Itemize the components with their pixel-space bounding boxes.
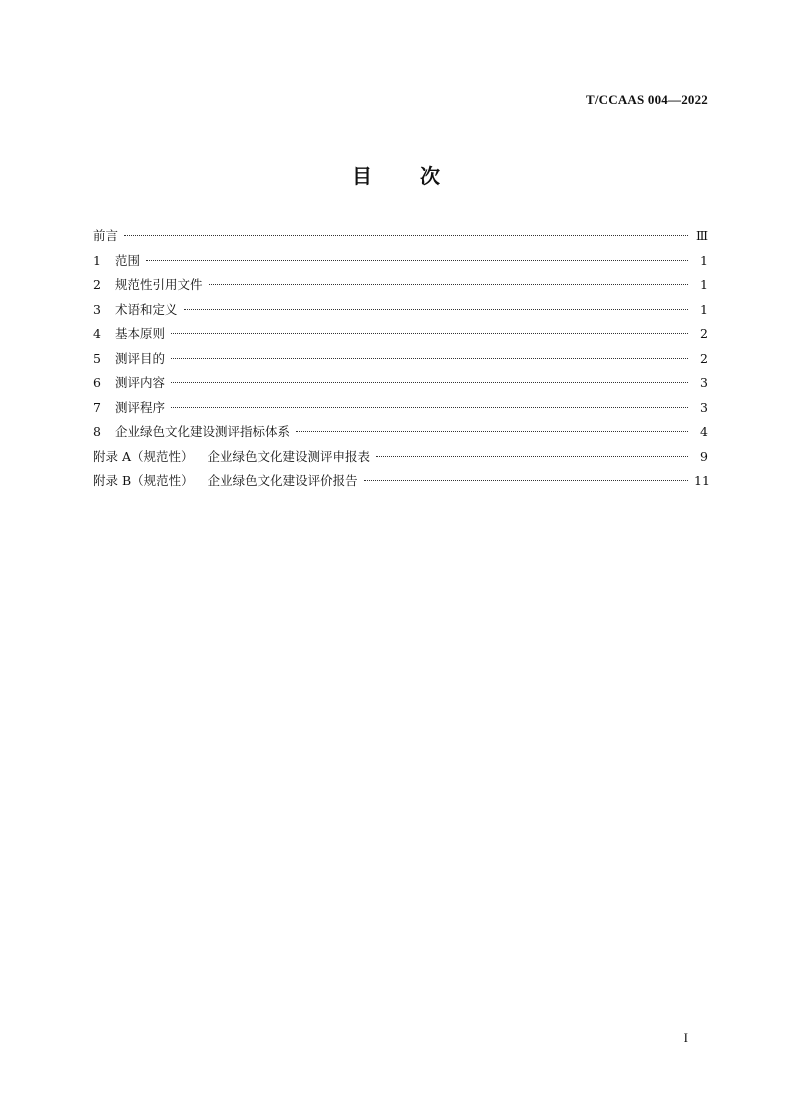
toc-leader — [171, 382, 688, 383]
toc-entry-number: 1 — [93, 252, 101, 268]
toc-entry-evaluation-content[interactable] — [93, 373, 708, 398]
toc-entry-label — [93, 447, 370, 467]
toc-entry-label: 企业绿色文化建设测评指标体系 — [115, 424, 291, 439]
toc-entry-page: 1 — [700, 277, 708, 292]
toc-entry-label: 基本原则 — [115, 326, 166, 341]
toc-leader — [171, 407, 688, 408]
toc-entry-scope[interactable] — [93, 251, 708, 276]
appendix-b-prefix: 附录 B（规范性） — [93, 473, 194, 488]
page-number: I — [683, 1030, 688, 1045]
toc-entry-page: 11 — [694, 473, 710, 488]
toc-entry-appendix-b[interactable] — [93, 471, 708, 496]
toc-entry-label: 测评程序 — [115, 399, 166, 415]
toc-entry-indicator-system[interactable] — [93, 422, 708, 447]
toc-entry-number: 3 — [93, 301, 101, 317]
toc-leader — [376, 456, 688, 457]
toc-entry-page: 1 — [700, 301, 708, 317]
toc-entry-label: 测评内容 — [115, 375, 166, 390]
toc-entry-appendix-a[interactable] — [93, 447, 708, 472]
toc-entry-foreword[interactable] — [93, 226, 708, 251]
toc-entry-page: 9 — [700, 448, 708, 464]
toc-entry-terms-definitions[interactable] — [93, 300, 708, 325]
toc-entry-evaluation-purpose[interactable] — [93, 349, 708, 374]
toc-entry-number: 4 — [93, 326, 101, 341]
appendix-a-title: 企业绿色文化建设测评申报表 — [207, 448, 371, 464]
toc-entry-label: 前言 — [93, 228, 119, 243]
toc-entry-page: 3 — [700, 375, 708, 390]
toc-leader — [184, 309, 688, 310]
toc-entry-page: 1 — [700, 252, 708, 268]
toc-entry-page: 3 — [700, 399, 708, 415]
toc-leader — [146, 260, 688, 261]
toc-leader — [124, 235, 688, 236]
standard-code: T/CCAAS 004—2022 — [585, 92, 708, 107]
toc-entry-label: 范围 — [115, 252, 141, 268]
toc-entry-page: 2 — [700, 350, 708, 366]
toc-entry-basic-principles[interactable] — [93, 324, 708, 349]
toc-entry-page: 2 — [700, 326, 708, 341]
toc-entry-page: Ⅲ — [695, 228, 708, 243]
toc-entry-number: 5 — [93, 350, 101, 366]
toc-entry-number: 7 — [93, 399, 101, 415]
appendix-a-prefix: 附录 A（规范性） — [93, 448, 194, 464]
toc-leader — [171, 333, 688, 334]
toc-entry-normative-references[interactable] — [93, 275, 708, 300]
appendix-b-title: 企业绿色文化建设评价报告 — [207, 473, 358, 488]
toc-entry-number: 2 — [93, 277, 101, 292]
toc-title — [0, 160, 792, 189]
toc-entry-label: 规范性引用文件 — [115, 277, 203, 292]
toc-list — [93, 226, 708, 496]
toc-leader — [296, 431, 688, 432]
toc-entry-number: 8 — [93, 424, 101, 439]
toc-entry-label: 测评目的 — [115, 350, 166, 366]
toc-leader — [364, 480, 688, 481]
toc-leader — [209, 284, 688, 285]
toc-entry-evaluation-procedure[interactable] — [93, 398, 708, 423]
toc-title-left: 目 — [352, 164, 372, 188]
toc-title-right: 次 — [420, 164, 440, 188]
toc-entry-label: 术语和定义 — [115, 301, 178, 317]
toc-entry-number: 6 — [93, 375, 101, 390]
toc-entry-label — [93, 471, 358, 491]
toc-entry-page: 4 — [700, 424, 708, 439]
toc-leader — [171, 358, 688, 359]
